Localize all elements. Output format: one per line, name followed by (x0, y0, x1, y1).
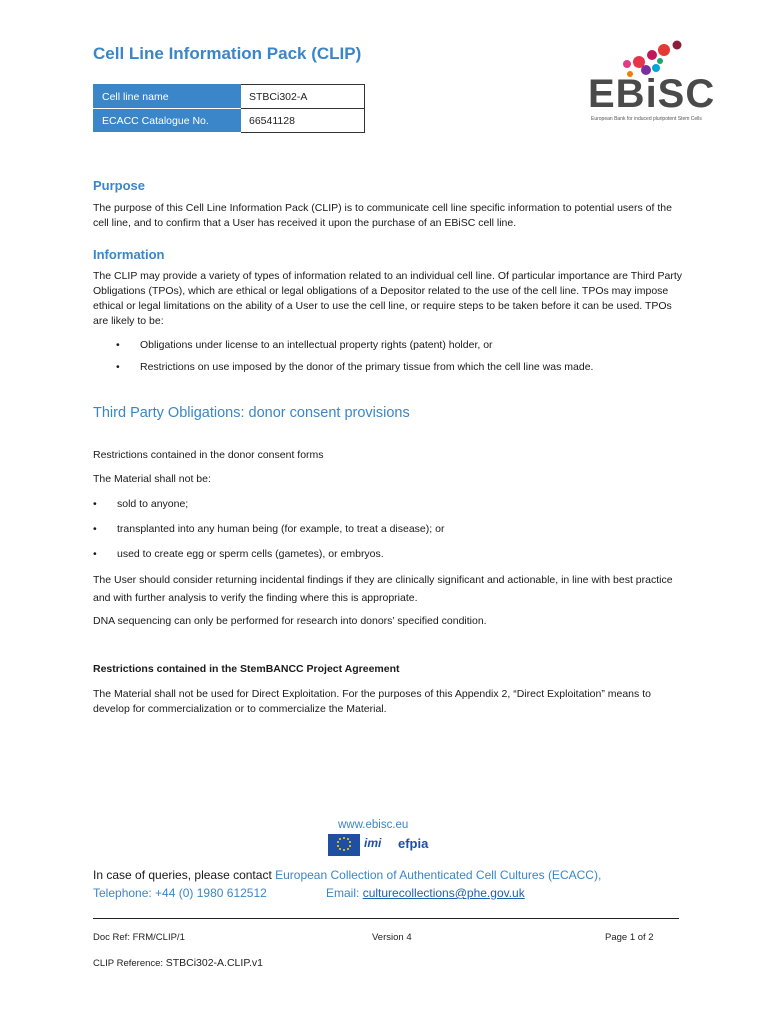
query-prefix: In case of queries, please contact (93, 868, 276, 882)
bullet-icon: • (116, 339, 120, 351)
email-line (326, 886, 525, 900)
table-row (94, 85, 365, 109)
email-label: Email: (326, 886, 363, 900)
bullet-icon: • (93, 498, 97, 510)
cell-line-name-label: Cell line name (94, 85, 241, 109)
query-org: European Collection of Authenticated Cell Cultures (ECACC), (275, 868, 602, 882)
eu-flag-icon (328, 834, 360, 856)
information-text: The CLIP may provide a variety of types of information related to an individual cell line. Of particular importance are Third Party Obligations (TPOs), which are ethical or legal obligations of a Depositor related to the use of the cell line. TPOs may impose ethical or legal limitations on the ability of a User to use the cell line, or require steps to be taken before it can be used. TPOs are likely to be: (93, 270, 683, 327)
bullet-icon: • (93, 523, 97, 535)
bullet-icon: • (116, 361, 120, 373)
purpose-text: The purpose of this Cell Line Information Pack (CLIP) is to communicate cell line specific information to potential users of the cell line, and to confirm that a User has received it upon the purchase of an EBiSC cell line. (93, 202, 672, 229)
partner-logos (328, 834, 448, 858)
catalogue-no-label: ECACC Catalogue No. (94, 109, 241, 133)
stembancc-heading: Restrictions contained in the StemBANCC Project Agreement (93, 663, 400, 675)
version: Version 4 (372, 932, 412, 943)
telephone: Telephone: +44 (0) 1980 612512 (93, 886, 267, 900)
cell-line-name-value: STBCi302-A (241, 85, 365, 109)
imi-logo: imi (364, 836, 382, 850)
tpo-heading: Third Party Obligations: donor consent provisions (93, 405, 410, 421)
footer-divider (93, 918, 679, 919)
dna-text: DNA sequencing can only be performed for research into donors’ specified condition. (93, 615, 487, 627)
clip-reference (93, 957, 263, 969)
tpo-lead: The Material shall not be: (93, 473, 211, 485)
email-link[interactable]: culturecollections@phe.gov.uk (362, 886, 525, 900)
document-page: Cell Line Information Pack (CLIP) Cell line name STBCi302-A ECACC Catalogue No. 66541128 EBiSC European Bank for induced pluripotent Stem Cells Purpose The purpose of this Cell Line Information Pack (CLIP) is to communicate cell line specific information to potential users of the cell line, and to confirm that a User has received it upon the purchase of an EBiSC cell line. Information The CLIP may provide a variety of types of information related to an individual cell line. Of particular importance are Third Party Obligations (TPOs), which are ethical or legal obligations of a Depositor related to the use of the cell line. TPOs may impose ethical or legal limitations on the ability of a User to use the cell line, or require steps to be taken before it can be used. TPOs are likely to be: • Obligations under license to an intellectual property rights (patent) holder, or • Restrictions on use imposed by the donor of the primary tissue from which the cell line was made. Third Party Obligations: donor consent provisions Restrictions contained in the donor consent forms The Material shall not be: • sold to anyone; • transplanted into any human being (for example, to treat a disease); or • used to create egg or sperm cells (gametes), or embryos. The User should consider returning incidental findings if they are clinically significant and actionable, in line with best practice and with further analysis to verify the finding where this is appropriate. DNA sequencing can only be performed for research into donors’ specified condition. Restrictions contained in the StemBANCC Project Agreement The Material shall not be used for Direct Exploitation. For the purposes of this Appendix 2, “Direct Exploitation” means to develop for commercialization or to commercialize the Material. www.ebisc.eu imi efpia In case of queries, please contact European Collection of Authenticated Cell Cultures (ECACC), Telephone: +44 (0) 1980 612512 Email: culturecollections@phe.gov.uk Doc Ref: FRM/CLIP/1 Version 4 Page 1 of 2 CLIP Reference: STBCi302-A.CLIP.v1 (0, 0, 770, 1024)
tpo-intro: Restrictions contained in the donor consent forms (93, 449, 324, 461)
findings-text: The User should consider returning incidental findings if they are clinically significant and actionable, in line with best practice and with further analysis to verify the finding where this is appropriate. (93, 574, 673, 604)
bullet-icon: • (93, 548, 97, 560)
efpia-logo: efpia (398, 836, 429, 851)
logo-tagline: European Bank for induced pluripotent Stem Cells (591, 116, 702, 122)
page-title: Cell Line Information Pack (CLIP) (93, 44, 362, 63)
clip-reference-label: CLIP Reference: (93, 958, 166, 969)
website-link[interactable]: www.ebisc.eu (338, 819, 409, 831)
page-number: Page 1 of 2 (605, 932, 654, 943)
table-row (94, 109, 365, 133)
cell-line-table (93, 84, 365, 133)
clip-reference-value: STBCi302-A.CLIP.v1 (165, 957, 263, 969)
query-line (93, 868, 601, 882)
purpose-heading: Purpose (93, 178, 146, 193)
stembancc-text: The Material shall not be used for Direct Exploitation. For the purposes of this Appendix 2, “Direct Exploitation” means to develop for commercialization or to commercialize the Material. (93, 688, 651, 715)
catalogue-no-value: 66541128 (241, 109, 365, 133)
ebisc-logo (588, 40, 738, 130)
logo-word: EBiSC (588, 72, 716, 116)
information-heading: Information (93, 247, 165, 262)
doc-ref: Doc Ref: FRM/CLIP/1 (93, 932, 185, 943)
